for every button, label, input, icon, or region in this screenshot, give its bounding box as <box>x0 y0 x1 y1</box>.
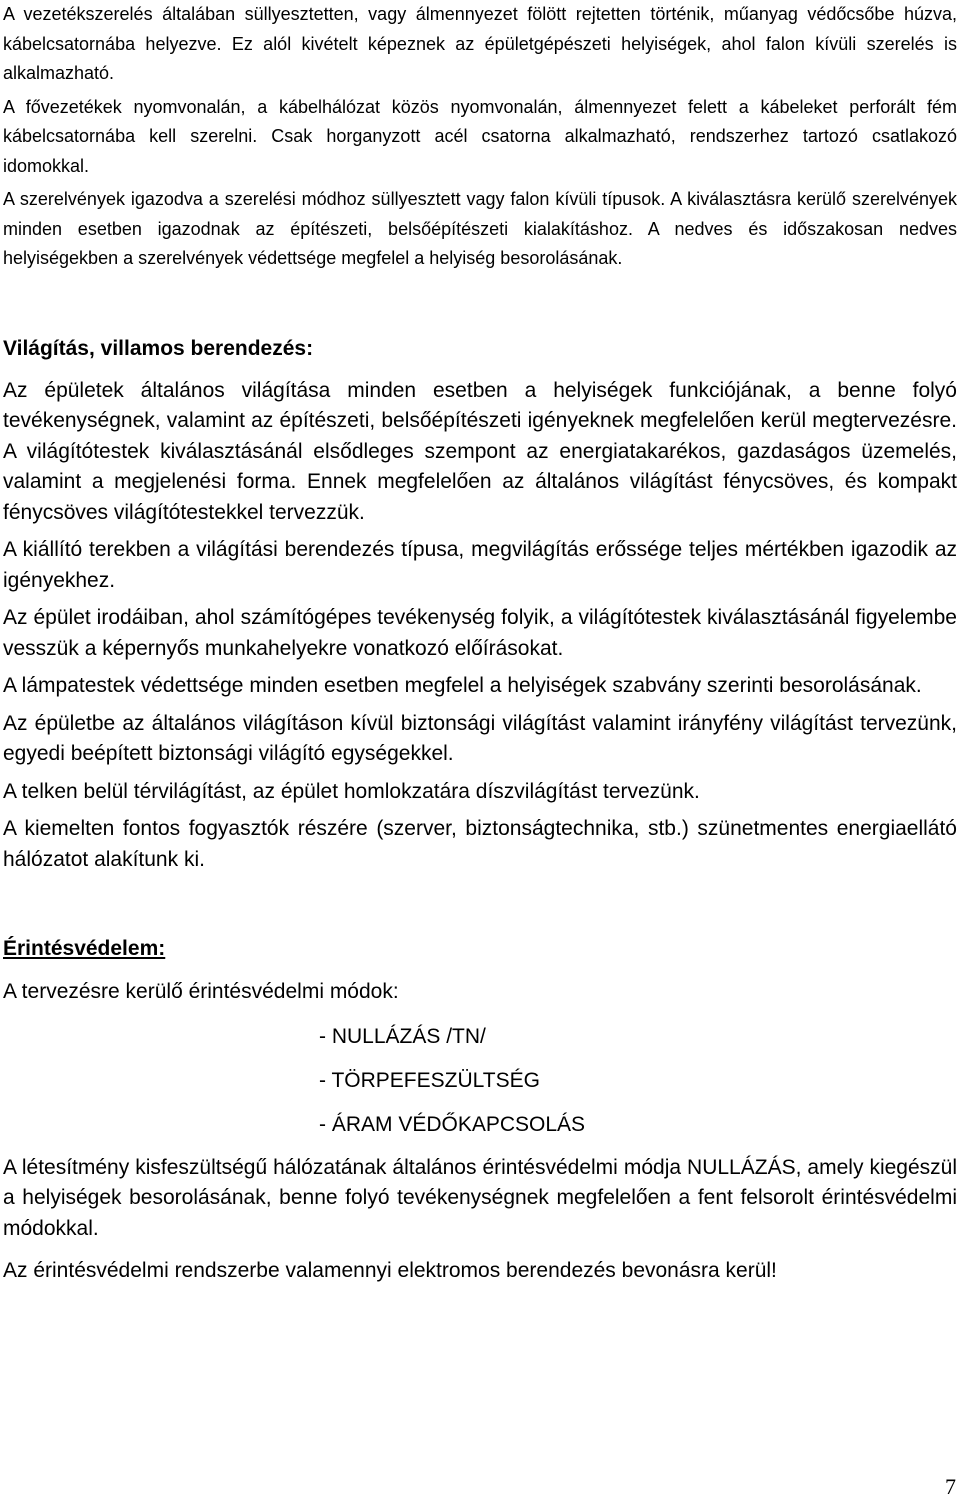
paragraph-outdoor-lighting: A telken belül térvilágítást, az épület homlokzatára díszvilágítást tervezünk. <box>3 779 700 803</box>
paragraph-protection-intro: A tervezésre kerülő érintésvédelmi módok: <box>3 980 399 1003</box>
paragraph-protection-method: A létesítmény kisfeszültségű hálózatának általános érintésvédelmi módja NULLÁZÁS, amely kiegészül a helyiségek besorolásának, benne folyó tevékenységnek megfelelően a fent felsorolt érintésvédelmi módokkal. <box>3 1155 957 1240</box>
lighting-heading: Világítás, villamos berendezés: <box>3 336 314 360</box>
protection-section <box>3 934 957 1287</box>
paragraph-main-cables: A fővezetékek nyomvonalán, a kábelhálózat közös nyomvonalán, álmennyezet felett a kábeleket perforált fém kábelcsatornába kell szerelni. Csak horganyzott acél csatorna alkalmazható, rendszerhez tartozó csatlakozó idomokkal. <box>3 96 957 176</box>
paragraph-general-lighting: Az épületek általános világítása minden esetben a helyiségek funkciójának, a benne folyó tevékenységnek, valamint az építészeti, belsőépítészeti igényeknek megfelelően kerül megtervezésre. A világítótestek kiválasztásánál elsődleges szempont az energiatakarékos, gazdaságos üzemelés, valamint a megjelenési forma. Ennek megfelelően az általános világítást fénycsöves, és kompakt fénycsöves világítótestekkel tervezzük. <box>3 378 957 524</box>
lighting-section <box>3 334 957 876</box>
list-item: - NULLÁZÁS /TN/ <box>319 1024 486 1048</box>
paragraph-exhibition-lighting: A kiállító terekben a világítási berendezés típusa, megvilágítás erőssége teljes mértékben igazodik az igényekhez. <box>3 538 957 592</box>
protection-heading: Érintésvédelem: <box>3 937 166 960</box>
document-page <box>3 0 957 1287</box>
paragraph-ups-network: A kiemelten fontos fogyasztók részére (szerver, biztonságtechnika, stb.) szünetmentes energiaellátó hálózatot alakítunk ki. <box>3 817 957 871</box>
paragraph-wiring-installation: A vezetékszerelés általában süllyesztetten, vagy álmennyezet fölött rejtetten történik, műanyag védőcsőbe húzva, kábelcsatornába helyezve. Ez alól kivételt képeznek az épületgépészeti helyiségek, ahol falon kívüli szerelés is alkalmazható. <box>3 4 957 83</box>
list-item: - ÁRAM VÉDŐKAPCSOLÁS <box>319 1112 586 1136</box>
protection-modes-list <box>3 1022 957 1140</box>
paragraph-fittings: A szerelvények igazodva a szerelési módhoz süllyesztett vagy falon kívüli típusok. A kiválasztásra kerülő szerelvények minden esetben igazodnak az építészeti, belsőépítészeti kialakításhoz. A nedves és időszakosan nedves helyiségekben a szerelvények védettsége megfelel a helyiség besorolásának. <box>3 189 957 268</box>
paragraph-office-lighting: Az épület irodáiban, ahol számítógépes tevékenység folyik, a világítótestek kiválasztásánál figyelembe vesszük a képernyős munkahelyekre vonatkozó előírásokat. <box>3 606 957 660</box>
paragraph-luminaire-protection: A lámpatestek védettsége minden esetben megfelel a helyiségek szabvány szerinti besorolásának. <box>3 674 922 697</box>
page-number: 7 <box>945 1474 956 1499</box>
list-item: - TÖRPEFESZÜLTSÉG <box>319 1068 540 1092</box>
paragraph-protection-scope: Az érintésvédelmi rendszerbe valamennyi elektromos berendezés bevonásra kerül! <box>3 1259 777 1282</box>
wiring-section <box>3 0 957 274</box>
paragraph-emergency-lighting: Az épületbe az általános világításon kívül biztonsági világítást valamint irányfény világítást tervezünk, egyedi beépített biztonsági világító egységekkel. <box>3 711 957 765</box>
